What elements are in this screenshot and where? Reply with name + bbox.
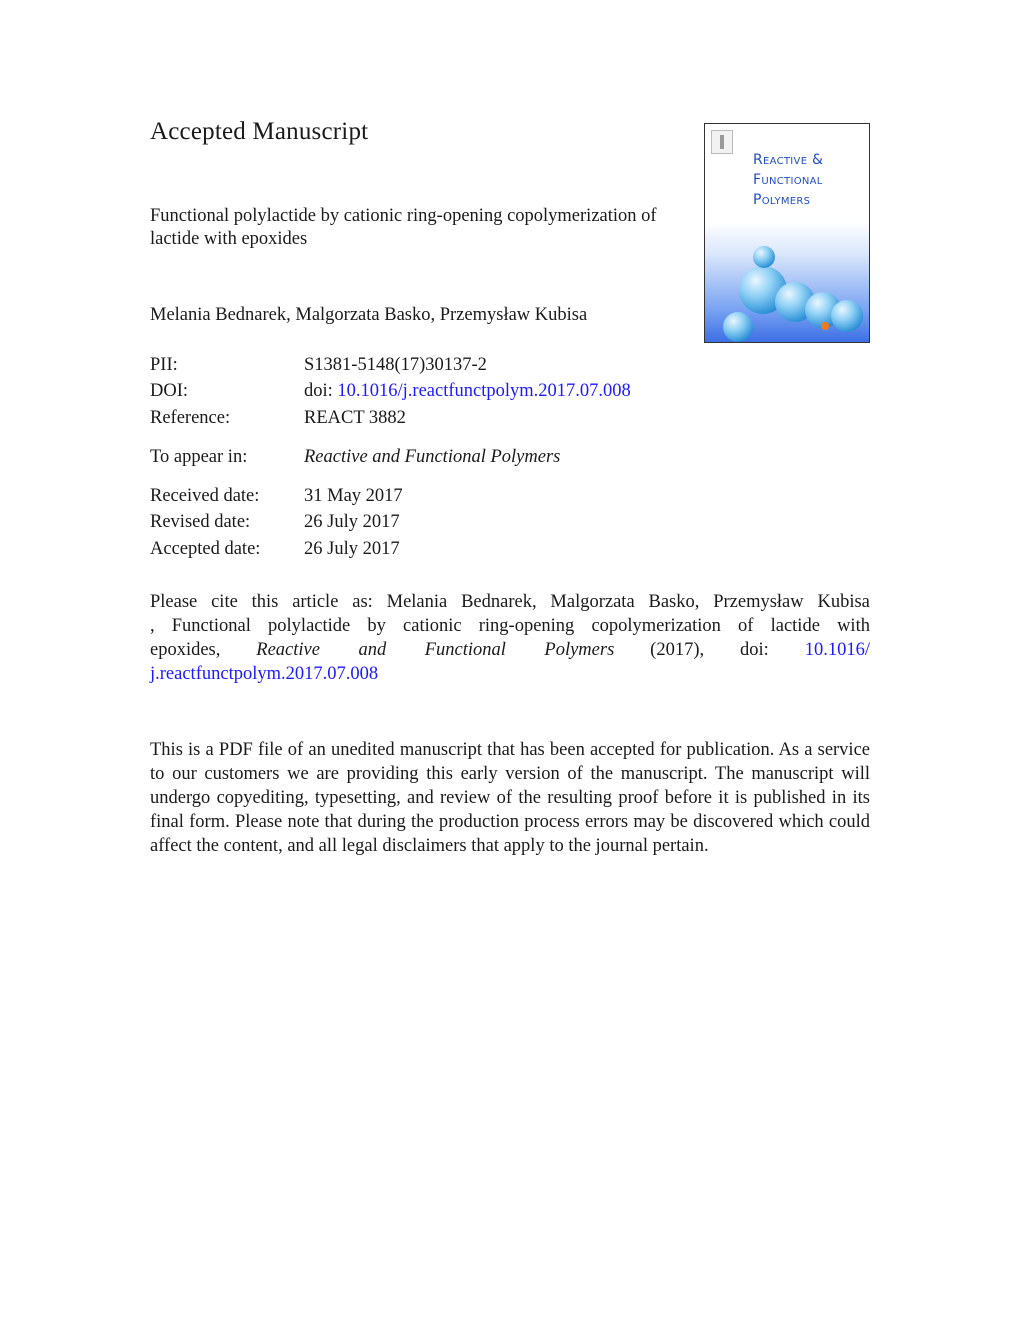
accepted-label: Accepted date: [150, 539, 261, 559]
citation-word: Przemysław [713, 592, 804, 612]
citation-journal-word: Polymers [544, 640, 615, 660]
journal-cover-image [704, 123, 870, 343]
appear-label: To appear in: [150, 447, 248, 467]
citation-doi-link-part2[interactable]: j.reactfunctpolym.2017.07.008 [150, 664, 379, 684]
reference-value: REACT 3882 [304, 408, 406, 428]
citation-doi-prefix: doi: [740, 640, 769, 660]
reference-label: Reference: [150, 408, 231, 428]
cover-orange-dot-icon [821, 322, 829, 330]
citation-line-4 [150, 662, 870, 686]
citation-word: lactide [770, 616, 820, 636]
citation-block [150, 590, 870, 686]
citation-word: Bednarek, [461, 592, 537, 612]
citation-word: Basko, [648, 592, 700, 612]
disclaimer-notice: This is a PDF file of an unedited manuscript that has been accepted for publication. As a service to our customers we are providing this early version of the manuscript. The manuscript will undergo copyediting, typesetting, and review of the resulting proof before it is published in its final form. Please note that during the production process errors may be discovered which could affect the content, and all legal disclaimers that apply to the journal pertain. [150, 740, 870, 856]
citation-line-1 [150, 590, 870, 614]
accepted-value: 26 July 2017 [304, 539, 400, 559]
cover-line-2: Functional [753, 172, 823, 188]
citation-line-2 [150, 614, 870, 638]
citation-word: as: [352, 592, 373, 612]
citation-word: with [837, 616, 870, 636]
pii-label: PII: [150, 355, 178, 375]
pii-row [150, 355, 487, 376]
article-title: Functional polylactide by cationic ring-opening copolymerization of lactide with epoxides [150, 206, 657, 249]
appear-value: Reactive and Functional Polymers [304, 447, 561, 467]
doi-link[interactable]: 10.1016/j.reactfunctpolym.2017.07.008 [337, 381, 631, 401]
doi-label: DOI: [150, 381, 189, 401]
doi-row [150, 381, 631, 402]
citation-word: by [367, 616, 386, 636]
cover-journal-title [753, 150, 823, 210]
citation-word: article [292, 592, 339, 612]
page-heading: Accepted Manuscript [150, 118, 369, 145]
citation-word: polylactide [268, 616, 351, 636]
reference-row [150, 408, 406, 429]
citation-doi-link-part1[interactable]: 10.1016/ [804, 640, 870, 660]
citation-journal [256, 638, 614, 662]
citation-word: Melania [386, 592, 448, 612]
cover-bubble-icon [831, 300, 863, 332]
received-row [150, 486, 403, 507]
author-list: Melania Bednarek, Malgorzata Basko, Przemysław Kubisa [150, 305, 588, 325]
revised-label: Revised date: [150, 512, 251, 532]
publisher-logo-icon [711, 130, 733, 154]
received-value: 31 May 2017 [304, 486, 403, 506]
citation-word: cationic [403, 616, 462, 636]
citation-word: Functional [171, 616, 251, 636]
cover-bubble-icon [753, 246, 775, 268]
revised-value: 26 July 2017 [304, 512, 400, 532]
cover-line-1: Reactive & [753, 152, 824, 168]
cover-bubble-icon [723, 312, 753, 342]
revised-row [150, 512, 400, 533]
citation-line-3 [150, 638, 870, 662]
appear-row [150, 447, 560, 468]
citation-word: Please [150, 592, 198, 612]
citation-word: Malgorzata [550, 592, 635, 612]
citation-year: (2017), [650, 640, 705, 660]
citation-word: Kubisa [817, 592, 870, 612]
citation-word: copolymerization [591, 616, 721, 636]
citation-journal-word: Reactive [256, 640, 320, 660]
citation-word: epoxides, [150, 640, 221, 660]
cover-line-3: Polymers [753, 192, 811, 208]
citation-word: of [738, 616, 754, 636]
accepted-row [150, 539, 400, 560]
received-label: Received date: [150, 486, 260, 506]
citation-journal-word: Functional [424, 640, 506, 660]
citation-word: cite [211, 592, 238, 612]
citation-word: , [150, 616, 155, 636]
citation-journal-word: and [358, 640, 387, 660]
citation-word: this [251, 592, 279, 612]
pii-value: S1381-5148(17)30137-2 [304, 355, 487, 375]
citation-word: ring-opening [478, 616, 575, 636]
doi-prefix: doi: [304, 381, 333, 401]
